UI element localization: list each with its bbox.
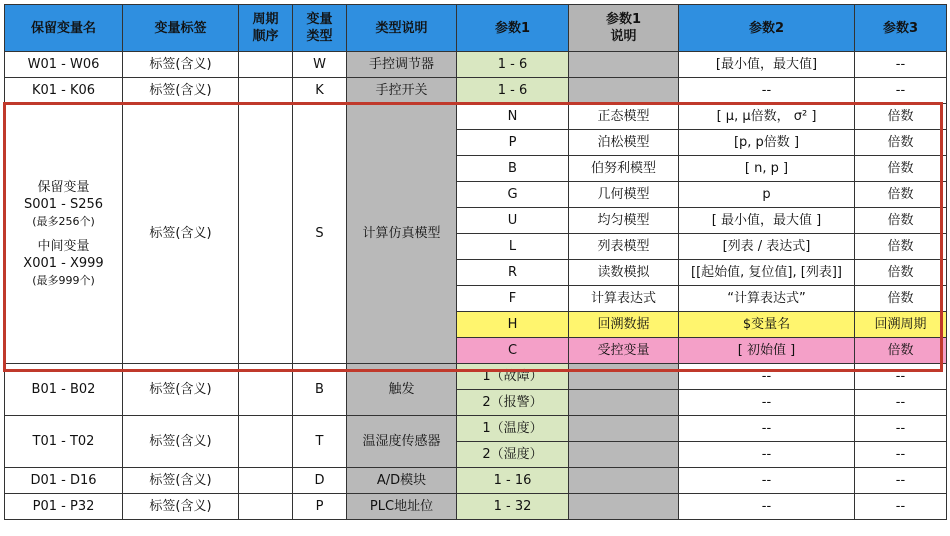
cell-param2: [列表 / 表达式] bbox=[679, 234, 855, 260]
variable-definition-table bbox=[4, 4, 947, 520]
cell-param1-desc: 读数模拟 bbox=[569, 260, 679, 286]
cell-label: 标签(含义) bbox=[123, 468, 239, 494]
cell-param1: R bbox=[457, 260, 569, 286]
table-row bbox=[5, 494, 947, 520]
cell-param1-desc: 列表模型 bbox=[569, 234, 679, 260]
header-reserved-name: 保留变量名 bbox=[5, 5, 123, 52]
cell-label: 标签(含义) bbox=[123, 364, 239, 416]
table-row bbox=[5, 416, 947, 442]
cell-desc: 手控调节器 bbox=[347, 52, 457, 78]
header-param1: 参数1 bbox=[457, 5, 569, 52]
cell-desc: 温湿度传感器 bbox=[347, 416, 457, 468]
cell-param1-desc bbox=[569, 468, 679, 494]
cell-cycle bbox=[239, 416, 293, 468]
cell-param3: -- bbox=[855, 416, 947, 442]
header-row bbox=[5, 5, 947, 52]
table-row bbox=[5, 468, 947, 494]
cell-param3: 回溯周期 bbox=[855, 312, 947, 338]
table-row bbox=[5, 104, 947, 130]
cell-cycle bbox=[239, 52, 293, 78]
cell-param2: -- bbox=[679, 364, 855, 390]
cell-param2: -- bbox=[679, 78, 855, 104]
cell-param1: 1 - 6 bbox=[457, 52, 569, 78]
cell-type: W bbox=[293, 52, 347, 78]
header-param3: 参数3 bbox=[855, 5, 947, 52]
cell-type: D bbox=[293, 468, 347, 494]
table-row bbox=[5, 364, 947, 390]
cell-cycle bbox=[239, 104, 293, 364]
cell-param1: 1（温度） bbox=[457, 416, 569, 442]
cell-param2: [[起始值, 复位值], [列表]] bbox=[679, 260, 855, 286]
cell-param3: 倍数 bbox=[855, 260, 947, 286]
cell-param1: 2（湿度） bbox=[457, 442, 569, 468]
cell-param3: -- bbox=[855, 442, 947, 468]
cell-param1: G bbox=[457, 182, 569, 208]
cell-param3: 倍数 bbox=[855, 286, 947, 312]
cell-cycle bbox=[239, 468, 293, 494]
cell-param1-desc bbox=[569, 494, 679, 520]
cell-param1-desc: 泊松模型 bbox=[569, 130, 679, 156]
cell-param1-desc: 受控变量 bbox=[569, 338, 679, 364]
cell-param3: 倍数 bbox=[855, 208, 947, 234]
cell-param2: [ n, p ] bbox=[679, 156, 855, 182]
cell-cycle bbox=[239, 494, 293, 520]
cell-param2: -- bbox=[679, 390, 855, 416]
cell-desc: 手控开关 bbox=[347, 78, 457, 104]
cell-param2: -- bbox=[679, 442, 855, 468]
cell-param2: [p, p倍数 ] bbox=[679, 130, 855, 156]
cell-param1-desc: 伯努利模型 bbox=[569, 156, 679, 182]
cell-param3: -- bbox=[855, 390, 947, 416]
cell-type: T bbox=[293, 416, 347, 468]
cell-param1-desc bbox=[569, 78, 679, 104]
cell-param2: $变量名 bbox=[679, 312, 855, 338]
cell-param2: -- bbox=[679, 416, 855, 442]
cell-name: W01 - W06 bbox=[5, 52, 123, 78]
cell-param1: 1 - 32 bbox=[457, 494, 569, 520]
cell-label: 标签(含义) bbox=[123, 104, 239, 364]
cell-param2: [ 最小值，最大值 ] bbox=[679, 208, 855, 234]
cell-param1-desc bbox=[569, 416, 679, 442]
cell-param2: [ μ, μ倍数， σ² ] bbox=[679, 104, 855, 130]
cell-desc: 计算仿真模型 bbox=[347, 104, 457, 364]
cell-param3: 倍数 bbox=[855, 104, 947, 130]
cell-param1: 1 - 16 bbox=[457, 468, 569, 494]
header-param1-desc: 参数1 说明 bbox=[569, 5, 679, 52]
cell-name: B01 - B02 bbox=[5, 364, 123, 416]
cell-param3: -- bbox=[855, 52, 947, 78]
cell-param3: -- bbox=[855, 78, 947, 104]
cell-desc: 触发 bbox=[347, 364, 457, 416]
cell-param1: 1 - 6 bbox=[457, 78, 569, 104]
cell-param1-desc bbox=[569, 442, 679, 468]
cell-param2: [最小值，最大值] bbox=[679, 52, 855, 78]
table-row bbox=[5, 78, 947, 104]
cell-name: D01 - D16 bbox=[5, 468, 123, 494]
cell-param3: -- bbox=[855, 364, 947, 390]
cell-type: B bbox=[293, 364, 347, 416]
cell-param3: 倍数 bbox=[855, 156, 947, 182]
cell-desc: A/D模块 bbox=[347, 468, 457, 494]
cell-param1-desc: 几何模型 bbox=[569, 182, 679, 208]
cell-param1-desc: 正态模型 bbox=[569, 104, 679, 130]
cell-desc: PLC地址位 bbox=[347, 494, 457, 520]
cell-type: K bbox=[293, 78, 347, 104]
cell-name: T01 - T02 bbox=[5, 416, 123, 468]
cell-param1: N bbox=[457, 104, 569, 130]
cell-param2: -- bbox=[679, 468, 855, 494]
cell-param1-desc bbox=[569, 390, 679, 416]
header-variable-type: 变量 类型 bbox=[293, 5, 347, 52]
cell-param2: -- bbox=[679, 494, 855, 520]
cell-param1: B bbox=[457, 156, 569, 182]
cell-param2: p bbox=[679, 182, 855, 208]
cell-name-reserved-intermediate: 保留变量 S001 - S256 (最多256个) 中间变量 X001 - X999 (最多999个) bbox=[5, 104, 123, 364]
cell-param1-desc: 均匀模型 bbox=[569, 208, 679, 234]
cell-param1: P bbox=[457, 130, 569, 156]
cell-label: 标签(含义) bbox=[123, 416, 239, 468]
cell-param1: 2（报警） bbox=[457, 390, 569, 416]
cell-label: 标签(含义) bbox=[123, 78, 239, 104]
cell-cycle bbox=[239, 364, 293, 416]
cell-param3: 倍数 bbox=[855, 182, 947, 208]
cell-param3: 倍数 bbox=[855, 338, 947, 364]
cell-param2: “计算表达式” bbox=[679, 286, 855, 312]
cell-name: P01 - P32 bbox=[5, 494, 123, 520]
cell-label: 标签(含义) bbox=[123, 494, 239, 520]
cell-param3: -- bbox=[855, 468, 947, 494]
header-variable-label: 变量标签 bbox=[123, 5, 239, 52]
cell-param1: C bbox=[457, 338, 569, 364]
cell-param1-desc: 回溯数据 bbox=[569, 312, 679, 338]
cell-param1-desc: 计算表达式 bbox=[569, 286, 679, 312]
cell-type: S bbox=[293, 104, 347, 364]
header-type-desc: 类型说明 bbox=[347, 5, 457, 52]
cell-param1: H bbox=[457, 312, 569, 338]
cell-param1-desc bbox=[569, 364, 679, 390]
cell-param1: L bbox=[457, 234, 569, 260]
cell-param3: -- bbox=[855, 494, 947, 520]
cell-param1: U bbox=[457, 208, 569, 234]
cell-cycle bbox=[239, 78, 293, 104]
table-row bbox=[5, 52, 947, 78]
cell-param1: 1（故障） bbox=[457, 364, 569, 390]
header-cycle-order: 周期 顺序 bbox=[239, 5, 293, 52]
cell-param1: F bbox=[457, 286, 569, 312]
header-param2: 参数2 bbox=[679, 5, 855, 52]
cell-type: P bbox=[293, 494, 347, 520]
cell-label: 标签(含义) bbox=[123, 52, 239, 78]
cell-param3: 倍数 bbox=[855, 234, 947, 260]
cell-param1-desc bbox=[569, 52, 679, 78]
cell-param2: [ 初始值 ] bbox=[679, 338, 855, 364]
cell-name: K01 - K06 bbox=[5, 78, 123, 104]
cell-param3: 倍数 bbox=[855, 130, 947, 156]
